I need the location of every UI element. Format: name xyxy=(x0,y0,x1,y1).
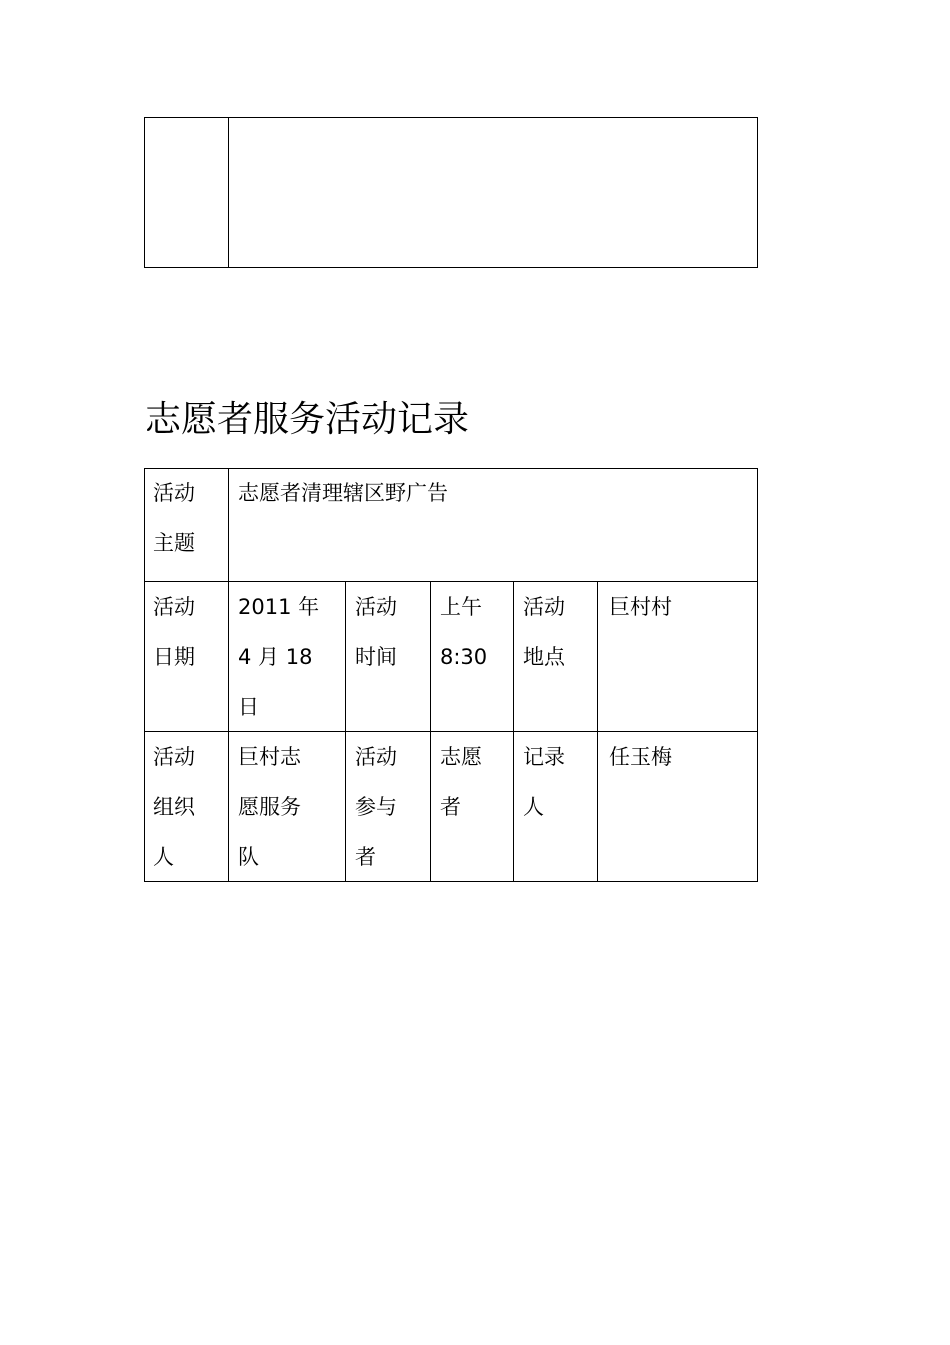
table-col-divider xyxy=(430,581,431,882)
previous-table-divider xyxy=(228,117,229,268)
cell-recorder-label: 记录 人 xyxy=(523,745,565,819)
cell-date-value: 2011 年 4 月 18 日 xyxy=(238,595,320,719)
cell-time-value: 上午 8:30 xyxy=(440,595,488,669)
cell-recorder-value: 任玉梅 xyxy=(609,745,672,769)
cell-place-value: 巨村村 xyxy=(609,595,672,619)
table-col-divider xyxy=(513,581,514,882)
cell-participants-value: 志愿 者 xyxy=(440,745,482,819)
previous-table-fragment xyxy=(144,117,758,268)
cell-participants-label: 活动 参与 者 xyxy=(355,745,397,869)
table-col-divider xyxy=(345,581,346,882)
page-title: 志愿者服务活动记录 xyxy=(145,399,470,440)
table-col-divider xyxy=(228,468,229,882)
cell-organizer-value: 巨村志 愿服务 队 xyxy=(238,745,301,869)
cell-date-label: 活动 日期 xyxy=(153,595,195,669)
table-col-divider xyxy=(597,581,598,882)
cell-place-label: 活动 地点 xyxy=(523,595,565,669)
cell-time-label: 活动 时间 xyxy=(355,595,397,669)
cell-organizer-label: 活动 组织 人 xyxy=(153,745,195,869)
cell-topic-value: 志愿者清理辖区野广告 xyxy=(238,481,448,505)
cell-topic-label: 活动 主题 xyxy=(153,481,195,555)
